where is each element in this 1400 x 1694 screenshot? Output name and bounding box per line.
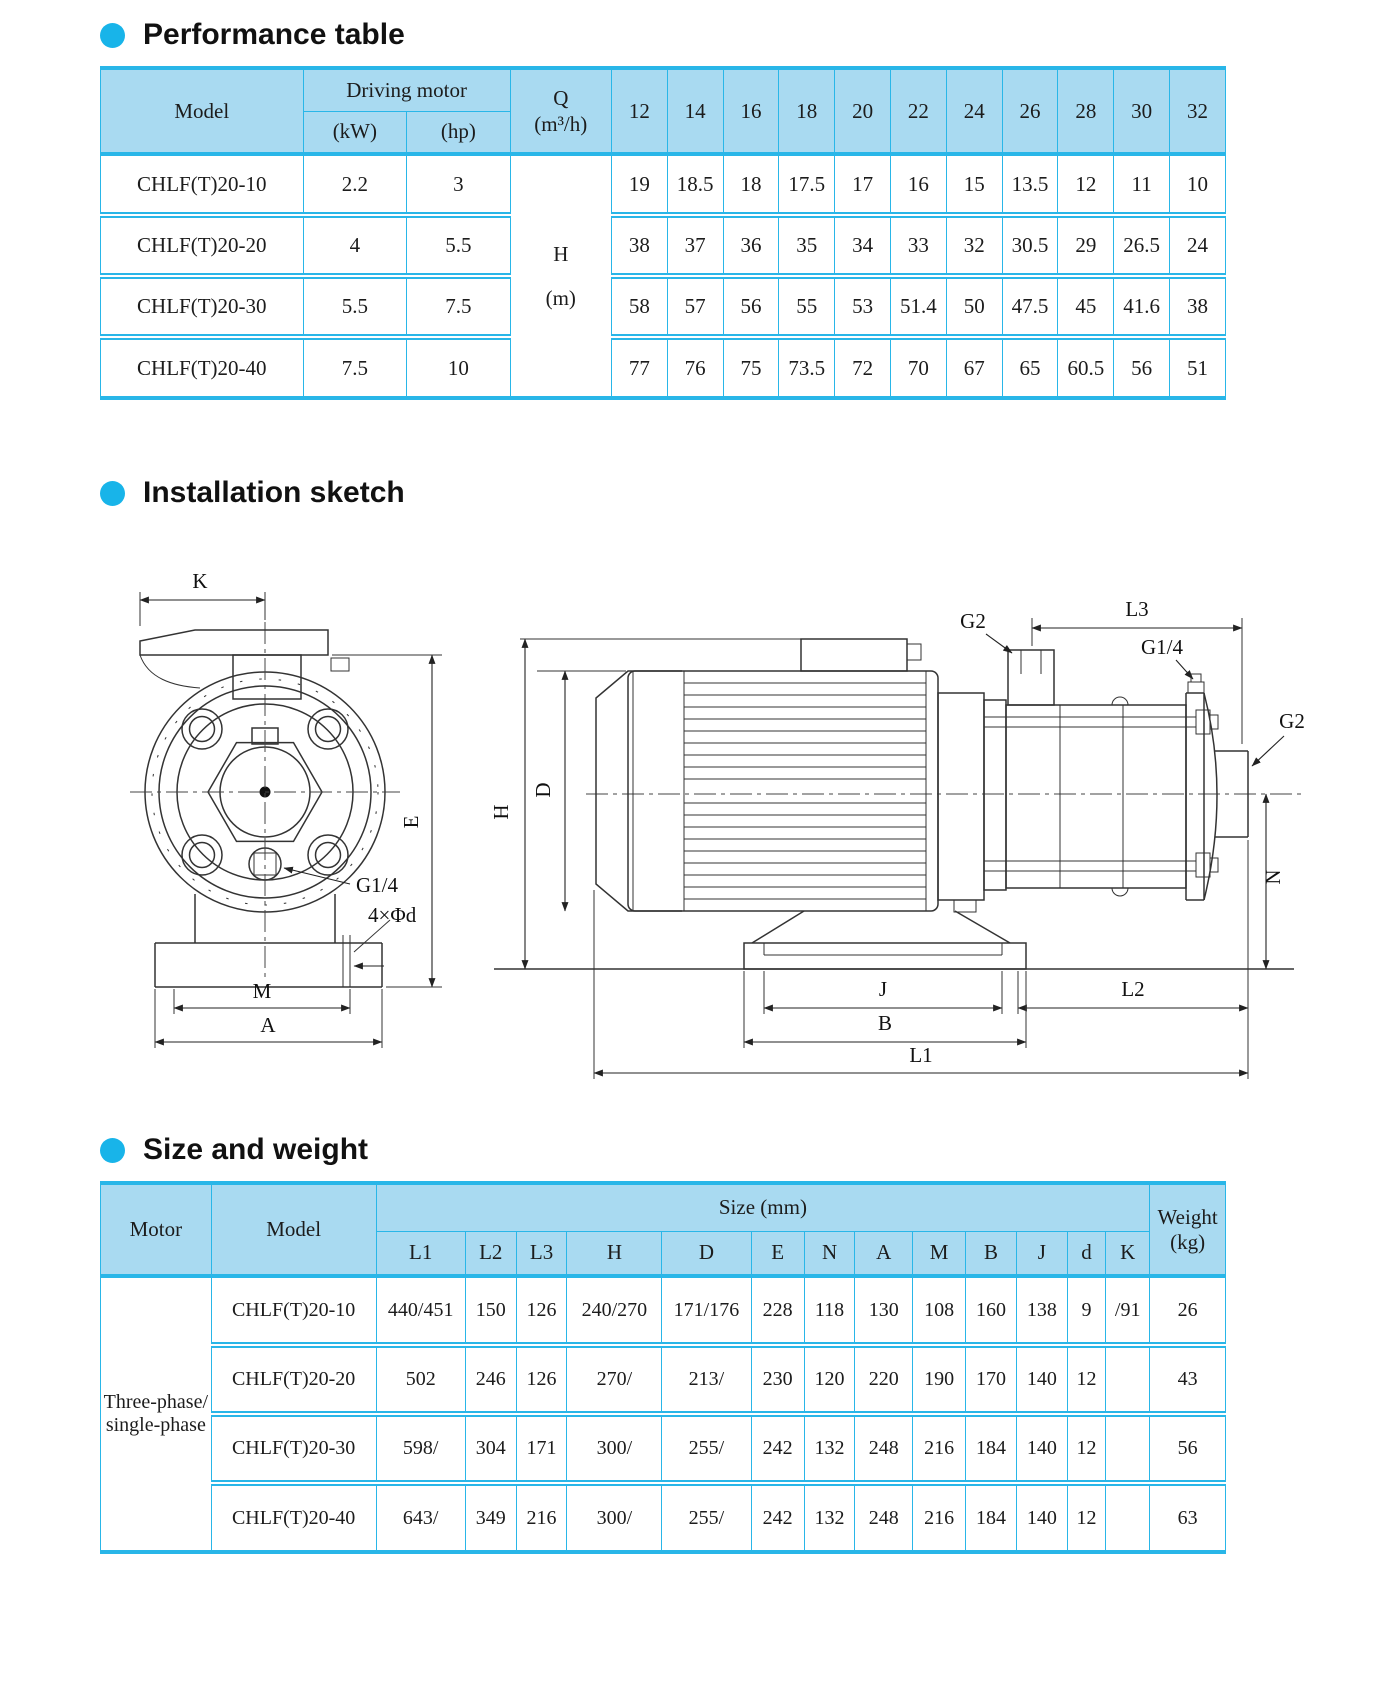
cell-value: 26.5 xyxy=(1114,215,1170,276)
cell-value: 440/451 xyxy=(376,1276,465,1345)
cell-value: 60.5 xyxy=(1058,337,1114,398)
cell-kw: 7.5 xyxy=(303,337,407,398)
col-header-flow-14: 14 xyxy=(667,68,723,154)
cell-kw: 2.2 xyxy=(303,154,407,215)
cell-value: 77 xyxy=(611,337,667,398)
cell-model: CHLF(T)20-10 xyxy=(211,1276,376,1345)
col-header-small-d: d xyxy=(1067,1231,1105,1276)
cell-value: 35 xyxy=(779,215,835,276)
col-header-h: H xyxy=(567,1231,662,1276)
cell-value: 216 xyxy=(913,1414,966,1483)
col-header-flow-20: 20 xyxy=(835,68,891,154)
cell-value: 190 xyxy=(913,1345,966,1414)
cell-value: 502 xyxy=(376,1345,465,1414)
table-row xyxy=(101,215,1226,276)
cell-value: 65 xyxy=(1002,337,1058,398)
cell-weight: 26 xyxy=(1150,1276,1226,1345)
size-weight-table xyxy=(100,1181,1226,1554)
cell-value: 73.5 xyxy=(779,337,835,398)
cell-value: 12 xyxy=(1058,154,1114,215)
cell-value: 13.5 xyxy=(1002,154,1058,215)
cell-value: 12 xyxy=(1067,1483,1105,1552)
cell-value: 108 xyxy=(913,1276,966,1345)
cell-value: 67 xyxy=(946,337,1002,398)
q-unit: (m³/h) xyxy=(534,112,588,136)
col-header-flow-12: 12 xyxy=(611,68,667,154)
cell-value: 184 xyxy=(966,1414,1017,1483)
cell-hp: 10 xyxy=(407,337,511,398)
dim-label-l2: L2 xyxy=(1121,977,1145,1001)
cell-value: 300/ xyxy=(567,1414,662,1483)
performance-section-heading xyxy=(100,0,1400,52)
cell-value: /91 xyxy=(1106,1276,1150,1345)
cell-value: 304 xyxy=(465,1414,516,1483)
cell-model: CHLF(T)20-20 xyxy=(101,215,304,276)
col-header-model: Model xyxy=(101,68,304,154)
cell-value: 213/ xyxy=(662,1345,751,1414)
cell-kw: 4 xyxy=(303,215,407,276)
cell-value: 255/ xyxy=(662,1483,751,1552)
cell-value: 76 xyxy=(667,337,723,398)
cell-value: 38 xyxy=(611,215,667,276)
col-header-k: K xyxy=(1106,1231,1150,1276)
dim-label-l3: L3 xyxy=(1125,597,1149,621)
col-header-a: A xyxy=(855,1231,913,1276)
col-header-hp: (hp) xyxy=(407,111,511,154)
cell-value: 12 xyxy=(1067,1414,1105,1483)
h-symbol: H xyxy=(553,241,569,266)
cell-model: CHLF(T)20-30 xyxy=(101,276,304,337)
table-row xyxy=(101,1345,1226,1414)
cell-value: 170 xyxy=(966,1345,1017,1414)
cell-value: 36 xyxy=(723,215,779,276)
cell-value: 9 xyxy=(1067,1276,1105,1345)
cell-value: 132 xyxy=(804,1414,855,1483)
cell-value: 18 xyxy=(723,154,779,215)
col-header-n: N xyxy=(804,1231,855,1276)
cell-value: 216 xyxy=(913,1483,966,1552)
cell-value: 15 xyxy=(946,154,1002,215)
cell-value: 34 xyxy=(835,215,891,276)
cell-value: 255/ xyxy=(662,1414,751,1483)
table-row xyxy=(101,1483,1226,1552)
cell-value: 171/176 xyxy=(662,1276,751,1345)
col-header-l1: L1 xyxy=(376,1231,465,1276)
col-header-j: J xyxy=(1016,1231,1067,1276)
cell-value: 138 xyxy=(1016,1276,1067,1345)
cell-value: 41.6 xyxy=(1114,276,1170,337)
dim-label-a: A xyxy=(260,1013,276,1037)
cell-motor-type xyxy=(101,1276,212,1552)
cell-value: 230 xyxy=(751,1345,804,1414)
table-row xyxy=(101,1276,1226,1345)
size-weight-section-heading xyxy=(100,1133,1400,1167)
col-header-flow-30: 30 xyxy=(1114,68,1170,154)
cell-value: 58 xyxy=(611,276,667,337)
cell-value: 220 xyxy=(855,1345,913,1414)
port-label-g2-right: G2 xyxy=(1279,709,1305,733)
cell-value: 53 xyxy=(835,276,891,337)
table-row xyxy=(101,1414,1226,1483)
port-label-g2-top: G2 xyxy=(960,609,986,633)
cell-value: 55 xyxy=(779,276,835,337)
cell-hp: 7.5 xyxy=(407,276,511,337)
holes-label: 4×Φd xyxy=(368,903,417,927)
cell-value: 150 xyxy=(465,1276,516,1345)
section-bullet-icon xyxy=(100,1138,125,1163)
h-unit: (m) xyxy=(545,286,576,310)
cell-value: 246 xyxy=(465,1345,516,1414)
cell-value: 300/ xyxy=(567,1483,662,1552)
col-header-l2: L2 xyxy=(465,1231,516,1276)
col-header-m: M xyxy=(913,1231,966,1276)
cell-value: 130 xyxy=(855,1276,913,1345)
cell-value: 47.5 xyxy=(1002,276,1058,337)
table-row xyxy=(101,276,1226,337)
cell-value xyxy=(1106,1483,1150,1552)
cell-value: 17 xyxy=(835,154,891,215)
col-header-motor: Motor xyxy=(101,1183,212,1276)
cell-model: CHLF(T)20-30 xyxy=(211,1414,376,1483)
dim-label-d: D xyxy=(531,782,555,798)
cell-value: 10 xyxy=(1170,154,1226,215)
dim-label-j: J xyxy=(878,977,888,1001)
cell-value: 140 xyxy=(1016,1483,1067,1552)
col-header-size-mm: Size (mm) xyxy=(376,1183,1150,1231)
cell-value: 216 xyxy=(516,1483,567,1552)
cell-value: 18.5 xyxy=(667,154,723,215)
cell-value: 37 xyxy=(667,215,723,276)
cell-value: 132 xyxy=(804,1483,855,1552)
cell-hp: 3 xyxy=(407,154,511,215)
cell-value: 171 xyxy=(516,1414,567,1483)
cell-value: 140 xyxy=(1016,1345,1067,1414)
pump-side-view xyxy=(489,597,1305,1079)
cell-value: 19 xyxy=(611,154,667,215)
cell-value: 160 xyxy=(966,1276,1017,1345)
cell-value: 120 xyxy=(804,1345,855,1414)
cell-value: 140 xyxy=(1016,1414,1067,1483)
col-header-q xyxy=(510,68,611,154)
performance-table xyxy=(100,66,1226,400)
q-symbol: Q xyxy=(553,85,569,110)
dim-label-h: H xyxy=(489,804,513,820)
cell-model: CHLF(T)20-10 xyxy=(101,154,304,215)
cell-value: 29 xyxy=(1058,215,1114,276)
cell-value: 32 xyxy=(946,215,1002,276)
cell-value: 270/ xyxy=(567,1345,662,1414)
cell-value: 248 xyxy=(855,1414,913,1483)
cell-value: 228 xyxy=(751,1276,804,1345)
cell-value: 11 xyxy=(1114,154,1170,215)
dim-label-l1: L1 xyxy=(909,1043,933,1067)
col-header-weight xyxy=(1150,1183,1226,1276)
installation-sketch xyxy=(100,522,1320,1082)
section-title: Performance table xyxy=(143,18,405,51)
cell-value: 598/ xyxy=(376,1414,465,1483)
cell-value: 118 xyxy=(804,1276,855,1345)
cell-value: 51.4 xyxy=(890,276,946,337)
weight-label: Weight xyxy=(1157,1205,1218,1230)
cell-value: 51 xyxy=(1170,337,1226,398)
dim-label-n: N xyxy=(1261,869,1285,885)
cell-model: CHLF(T)20-40 xyxy=(101,337,304,398)
cell-value: 75 xyxy=(723,337,779,398)
col-header-flow-16: 16 xyxy=(723,68,779,154)
cell-value: 240/270 xyxy=(567,1276,662,1345)
cell-value: 33 xyxy=(890,215,946,276)
section-bullet-icon xyxy=(100,23,125,48)
cell-value: 57 xyxy=(667,276,723,337)
section-title: Installation sketch xyxy=(143,476,405,509)
col-header-model: Model xyxy=(211,1183,376,1276)
col-header-flow-18: 18 xyxy=(779,68,835,154)
table-row xyxy=(101,154,1226,215)
cell-value: 248 xyxy=(855,1483,913,1552)
col-header-kw: (kW) xyxy=(303,111,407,154)
pump-front-view xyxy=(130,569,442,1048)
col-header-flow-32: 32 xyxy=(1170,68,1226,154)
cell-weight: 63 xyxy=(1150,1483,1226,1552)
cell-value xyxy=(1106,1414,1150,1483)
col-header-b: B xyxy=(966,1231,1017,1276)
cell-hp: 5.5 xyxy=(407,215,511,276)
cell-value xyxy=(1106,1345,1150,1414)
cell-value: 45 xyxy=(1058,276,1114,337)
cell-value: 126 xyxy=(516,1276,567,1345)
motor-type-line1: Three-phase/ xyxy=(103,1391,209,1413)
cell-value: 24 xyxy=(1170,215,1226,276)
col-header-flow-24: 24 xyxy=(946,68,1002,154)
weight-unit: (kg) xyxy=(1170,1229,1206,1254)
cell-value: 72 xyxy=(835,337,891,398)
motor-type-line2: single-phase xyxy=(105,1414,206,1436)
port-label-g14: G1/4 xyxy=(356,873,398,897)
cell-value: 70 xyxy=(890,337,946,398)
cell-model: CHLF(T)20-20 xyxy=(211,1345,376,1414)
cell-value: 242 xyxy=(751,1414,804,1483)
cell-weight: 56 xyxy=(1150,1414,1226,1483)
col-header-driving-motor: Driving motor xyxy=(303,68,510,111)
cell-value: 38 xyxy=(1170,276,1226,337)
section-bullet-icon xyxy=(100,481,125,506)
dim-label-k: K xyxy=(192,569,208,593)
cell-head-unit xyxy=(510,154,611,398)
dim-label-e: E xyxy=(399,815,423,829)
cell-value: 56 xyxy=(1114,337,1170,398)
cell-value: 349 xyxy=(465,1483,516,1552)
port-label-g14-side: G1/4 xyxy=(1141,635,1183,659)
cell-value: 184 xyxy=(966,1483,1017,1552)
cell-model: CHLF(T)20-40 xyxy=(211,1483,376,1552)
cell-value: 12 xyxy=(1067,1345,1105,1414)
cell-value: 56 xyxy=(723,276,779,337)
col-header-d: D xyxy=(662,1231,751,1276)
section-title: Size and weight xyxy=(143,1133,369,1166)
col-header-flow-28: 28 xyxy=(1058,68,1114,154)
cell-value: 242 xyxy=(751,1483,804,1552)
cell-kw: 5.5 xyxy=(303,276,407,337)
col-header-flow-22: 22 xyxy=(890,68,946,154)
cell-value: 16 xyxy=(890,154,946,215)
cell-value: 50 xyxy=(946,276,1002,337)
col-header-l3: L3 xyxy=(516,1231,567,1276)
cell-weight: 43 xyxy=(1150,1345,1226,1414)
motor-fins xyxy=(684,683,926,899)
cell-value: 30.5 xyxy=(1002,215,1058,276)
cell-value: 126 xyxy=(516,1345,567,1414)
installation-section-heading xyxy=(100,476,1400,510)
col-header-e: E xyxy=(751,1231,804,1276)
dim-label-b: B xyxy=(877,1011,893,1035)
col-header-flow-26: 26 xyxy=(1002,68,1058,154)
table-row xyxy=(101,337,1226,398)
dim-label-m: M xyxy=(252,979,272,1003)
cell-value: 17.5 xyxy=(779,154,835,215)
cell-value: 643/ xyxy=(376,1483,465,1552)
